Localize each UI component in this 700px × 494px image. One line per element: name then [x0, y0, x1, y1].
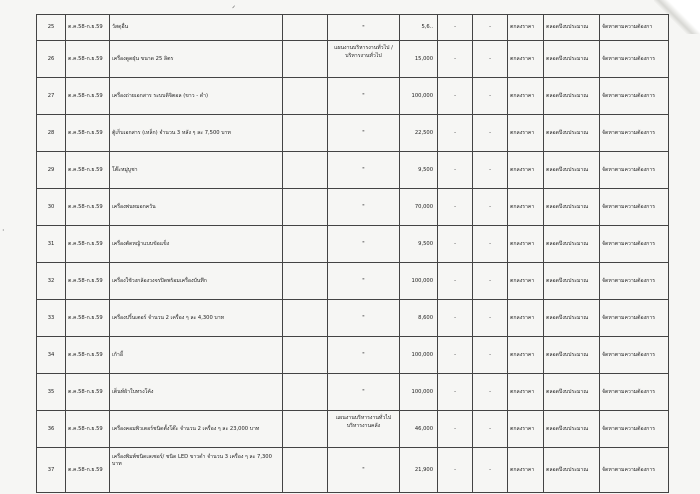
row-blank	[283, 374, 328, 411]
row-period: ต.ค.58-ก.ย.59	[66, 41, 110, 78]
row-remark: จัดหาตามความต้องการ	[600, 41, 669, 78]
row-timing: ตลอดปีงบประมาณ	[544, 152, 600, 189]
row-amount: 9,500	[400, 152, 438, 189]
row-number: 36	[37, 411, 66, 448]
row-item: เครื่องพ่นหมอกควัน	[110, 189, 283, 226]
row-period: ต.ค.58-ก.ย.59	[66, 337, 110, 374]
row-number: 34	[37, 337, 66, 374]
row-amount: 100,000	[400, 337, 438, 374]
row-amount: 100,000	[400, 263, 438, 300]
row-period: ต.ค.58-ก.ย.59	[66, 15, 110, 41]
row-dash-a: -	[438, 78, 473, 115]
row-remark: จัดหาตามความต้องการ	[600, 300, 669, 337]
row-dash-b: -	[473, 374, 508, 411]
row-period: ต.ค.58-ก.ย.59	[66, 78, 110, 115]
row-dash-b: -	[473, 152, 508, 189]
row-budget-plan: "	[328, 78, 400, 115]
row-budget-plan: "	[328, 189, 400, 226]
row-method: ตกลงราคา	[508, 374, 544, 411]
row-timing: ตลอดปีงบประมาณ	[544, 337, 600, 374]
row-dash-a: -	[438, 226, 473, 263]
procurement-table	[36, 14, 669, 493]
row-blank	[283, 300, 328, 337]
row-dash-b: -	[473, 300, 508, 337]
row-dash-a: -	[438, 152, 473, 189]
row-blank	[283, 337, 328, 374]
row-number: 32	[37, 263, 66, 300]
table-row	[37, 374, 669, 411]
row-period: ต.ค.58-ก.ย.59	[66, 411, 110, 448]
row-amount: 46,000	[400, 411, 438, 448]
row-item: เครื่องปริ้นเตอร์ จำนวน 2 เครื่อง ๆ ละ 4,300 บาท	[110, 300, 283, 337]
row-dash-b: -	[473, 263, 508, 300]
row-period: ต.ค.58-ก.ย.59	[66, 189, 110, 226]
row-period: ต.ค.58-ก.ย.59	[66, 374, 110, 411]
row-amount: 100,000	[400, 374, 438, 411]
row-method: ตกลงราคา	[508, 15, 544, 41]
row-dash-a: -	[438, 189, 473, 226]
row-blank	[283, 15, 328, 41]
row-method: ตกลงราคา	[508, 226, 544, 263]
row-amount: 100,000	[400, 78, 438, 115]
row-blank	[283, 189, 328, 226]
row-dash-a: -	[438, 411, 473, 448]
row-item: เครื่องพิมพ์ชนิดเลเซอร์/ ชนิด LED ขาวดำ จำนวน 3 เครื่อง ๆ ละ 7,300 บาท	[110, 448, 283, 493]
row-period: ต.ค.58-ก.ย.59	[66, 152, 110, 189]
row-method: ตกลงราคา	[508, 337, 544, 374]
row-timing: ตลอดปีงบประมาณ	[544, 448, 600, 493]
row-timing: ตลอดปีงบประมาณ	[544, 15, 600, 41]
row-remark: จัดหาตามความต้องการ	[600, 374, 669, 411]
row-budget-plan: "	[328, 337, 400, 374]
table-row	[37, 78, 669, 115]
row-remark: จัดหาตามความต้องการ	[600, 152, 669, 189]
row-method: ตกลงราคา	[508, 152, 544, 189]
row-timing: ตลอดปีงบประมาณ	[544, 41, 600, 78]
row-dash-a: -	[438, 263, 473, 300]
row-budget-plan: แผนงานบริหารงานทั่วไป บริหารงานคลัง	[328, 411, 400, 448]
row-method: ตกลงราคา	[508, 115, 544, 152]
row-method: ตกลงราคา	[508, 411, 544, 448]
row-budget-plan: "	[328, 226, 400, 263]
row-number: 27	[37, 78, 66, 115]
row-timing: ตลอดปีงบประมาณ	[544, 78, 600, 115]
table-row	[37, 448, 669, 493]
row-timing: ตลอดปีงบประมาณ	[544, 374, 600, 411]
row-dash-a: -	[438, 15, 473, 41]
table-row	[37, 337, 669, 374]
table-row	[37, 15, 669, 41]
table-row	[37, 41, 669, 78]
row-period: ต.ค.58-ก.ย.59	[66, 448, 110, 493]
row-number: 33	[37, 300, 66, 337]
table-row	[37, 115, 669, 152]
row-amount: 70,000	[400, 189, 438, 226]
table-row	[37, 152, 669, 189]
row-item: เครื่องตัดหญ้าแบบข้อแข็ง	[110, 226, 283, 263]
row-remark: จัดหาตามความต้องการ	[600, 411, 669, 448]
row-blank	[283, 152, 328, 189]
row-number: 31	[37, 226, 66, 263]
row-dash-a: -	[438, 374, 473, 411]
row-blank	[283, 448, 328, 493]
row-blank	[283, 226, 328, 263]
row-dash-b: -	[473, 41, 508, 78]
row-dash-b: -	[473, 411, 508, 448]
row-timing: ตลอดปีงบประมาณ	[544, 411, 600, 448]
row-remark: จัดหาตามความต้องการ	[600, 263, 669, 300]
row-timing: ตลอดปีงบประมาณ	[544, 300, 600, 337]
table-row	[37, 263, 669, 300]
row-number: 29	[37, 152, 66, 189]
row-dash-a: -	[438, 41, 473, 78]
row-number: 25	[37, 15, 66, 41]
table-row	[37, 411, 669, 448]
row-item: วัสดุอื่น	[110, 15, 283, 41]
row-blank	[283, 41, 328, 78]
row-item: เครื่องคอมพิวเตอร์ชนิดตั้งโต๊ะ จำนวน 2 เครื่อง ๆ ละ 23,000 บาท	[110, 411, 283, 448]
row-amount: 9,500	[400, 226, 438, 263]
row-method: ตกลงราคา	[508, 300, 544, 337]
row-item: เครื่องใช้วงกล้องวงจรปิดพร้อมเครื่องบันทึก	[110, 263, 283, 300]
row-budget-plan: "	[328, 152, 400, 189]
row-item: ตู้เก็บเอกสาร (เหล็ก) จำนวน 3 หลัง ๆ ละ 7,500 บาท	[110, 115, 283, 152]
row-item: เครื่องดูดฝุ่น ขนาด 25 ลิตร	[110, 41, 283, 78]
row-item: เก้าอี้	[110, 337, 283, 374]
row-remark: จัดหาตามความต้องการ	[600, 448, 669, 493]
row-budget-plan: "	[328, 115, 400, 152]
row-timing: ตลอดปีงบประมาณ	[544, 115, 600, 152]
row-method: ตกลงราคา	[508, 189, 544, 226]
row-budget-plan: แผนงานบริหารงานทั่วไป /บริหารงานทั่วไป	[328, 41, 400, 78]
row-item: โต๊ะหมู่บูชา	[110, 152, 283, 189]
scan-mark: ᐟ	[232, 4, 236, 13]
row-number: 35	[37, 374, 66, 411]
row-dash-b: -	[473, 189, 508, 226]
row-budget-plan: "	[328, 448, 400, 493]
table-row	[37, 226, 669, 263]
row-amount: 22,500	[400, 115, 438, 152]
table-row	[37, 189, 669, 226]
row-timing: ตลอดปีงบประมาณ	[544, 226, 600, 263]
table-row	[37, 300, 669, 337]
row-dash-a: -	[438, 337, 473, 374]
row-method: ตกลงราคา	[508, 263, 544, 300]
row-blank	[283, 115, 328, 152]
row-method: ตกลงราคา	[508, 448, 544, 493]
row-dash-b: -	[473, 15, 508, 41]
row-blank	[283, 78, 328, 115]
row-blank	[283, 411, 328, 448]
row-item: เครื่องถ่ายเอกสาร ระบบดิจิตอล (ขาว - ดำ)	[110, 78, 283, 115]
row-number: 26	[37, 41, 66, 78]
row-amount: 15,000	[400, 41, 438, 78]
scan-mark: ·	[2, 226, 5, 235]
row-budget-plan: "	[328, 300, 400, 337]
row-dash-b: -	[473, 448, 508, 493]
row-amount: 8,600	[400, 300, 438, 337]
row-dash-b: -	[473, 337, 508, 374]
row-period: ต.ค.58-ก.ย.59	[66, 300, 110, 337]
row-budget-plan: "	[328, 15, 400, 41]
row-remark: จัดหาตามความต้องการ	[600, 78, 669, 115]
row-dash-a: -	[438, 300, 473, 337]
row-method: ตกลงราคา	[508, 41, 544, 78]
row-timing: ตลอดปีงบประมาณ	[544, 189, 600, 226]
row-period: ต.ค.58-ก.ย.59	[66, 115, 110, 152]
row-number: 30	[37, 189, 66, 226]
row-dash-b: -	[473, 226, 508, 263]
row-timing: ตลอดปีงบประมาณ	[544, 263, 600, 300]
row-item: เต็นท์ผ้าใบทรงโค้ง	[110, 374, 283, 411]
row-period: ต.ค.58-ก.ย.59	[66, 226, 110, 263]
row-blank	[283, 263, 328, 300]
row-number: 37	[37, 448, 66, 493]
row-budget-plan: "	[328, 263, 400, 300]
row-remark: จัดหาตามความต้องการ	[600, 115, 669, 152]
row-dash-b: -	[473, 115, 508, 152]
row-method: ตกลงราคา	[508, 78, 544, 115]
row-remark: จัดหาตามความต้องการ	[600, 337, 669, 374]
row-budget-plan: "	[328, 374, 400, 411]
row-period: ต.ค.58-ก.ย.59	[66, 263, 110, 300]
row-amount: 5,6..	[400, 15, 438, 41]
row-remark: จัดหาตามความต้องการ	[600, 226, 669, 263]
row-dash-b: -	[473, 78, 508, 115]
row-number: 28	[37, 115, 66, 152]
row-dash-a: -	[438, 115, 473, 152]
row-amount: 21,900	[400, 448, 438, 493]
row-remark: จัดหาตามความต้องกา	[600, 15, 669, 41]
row-remark: จัดหาตามความต้องการ	[600, 189, 669, 226]
row-dash-a: -	[438, 448, 473, 493]
